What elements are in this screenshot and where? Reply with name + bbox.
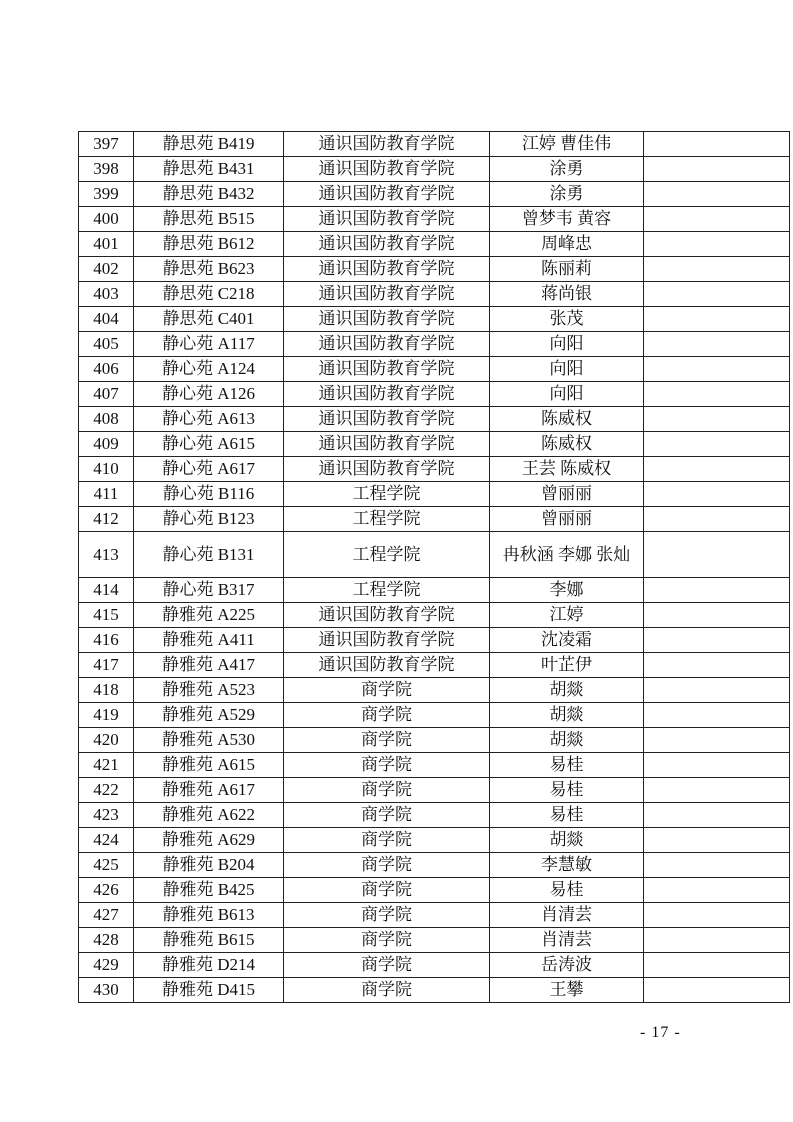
row-number: 416	[79, 628, 134, 653]
row-number: 402	[79, 257, 134, 282]
note-cell	[644, 207, 790, 232]
note-cell	[644, 953, 790, 978]
row-number: 401	[79, 232, 134, 257]
note-cell	[644, 628, 790, 653]
teacher-cell: 李娜	[490, 578, 644, 603]
table-row	[79, 182, 790, 207]
row-number: 404	[79, 307, 134, 332]
teacher-cell: 涂勇	[490, 157, 644, 182]
room-cell: 静思苑 B612	[134, 232, 284, 257]
note-cell	[644, 703, 790, 728]
note-cell	[644, 132, 790, 157]
room-cell: 静雅苑 A529	[134, 703, 284, 728]
table-row	[79, 407, 790, 432]
college-cell: 通识国防教育学院	[284, 282, 490, 307]
table-row	[79, 507, 790, 532]
college-cell: 通识国防教育学院	[284, 207, 490, 232]
teacher-cell: 曾丽丽	[490, 482, 644, 507]
row-number: 418	[79, 678, 134, 703]
row-number: 412	[79, 507, 134, 532]
college-cell: 商学院	[284, 978, 490, 1003]
table-row	[79, 382, 790, 407]
college-cell: 通识国防教育学院	[284, 457, 490, 482]
teacher-cell: 曾梦韦 黄容	[490, 207, 644, 232]
college-cell: 通识国防教育学院	[284, 357, 490, 382]
table-row	[79, 953, 790, 978]
note-cell	[644, 457, 790, 482]
row-number: 415	[79, 603, 134, 628]
room-cell: 静心苑 A126	[134, 382, 284, 407]
note-cell	[644, 928, 790, 953]
row-number: 425	[79, 853, 134, 878]
room-cell: 静雅苑 B425	[134, 878, 284, 903]
note-cell	[644, 853, 790, 878]
room-cell: 静思苑 B432	[134, 182, 284, 207]
teacher-cell: 岳涛波	[490, 953, 644, 978]
college-cell: 商学院	[284, 728, 490, 753]
row-number: 427	[79, 903, 134, 928]
teacher-cell: 易桂	[490, 778, 644, 803]
college-cell: 通识国防教育学院	[284, 232, 490, 257]
room-cell: 静心苑 B131	[134, 532, 284, 578]
note-cell	[644, 307, 790, 332]
teacher-cell: 陈威权	[490, 432, 644, 457]
row-number: 417	[79, 653, 134, 678]
teacher-cell: 江婷	[490, 603, 644, 628]
note-cell	[644, 753, 790, 778]
table-row	[79, 482, 790, 507]
table-row	[79, 432, 790, 457]
table-row	[79, 578, 790, 603]
dormitory-table	[78, 131, 790, 1003]
college-cell: 商学院	[284, 678, 490, 703]
teacher-cell: 肖清芸	[490, 928, 644, 953]
note-cell	[644, 978, 790, 1003]
note-cell	[644, 828, 790, 853]
row-number: 406	[79, 357, 134, 382]
teacher-cell: 陈丽莉	[490, 257, 644, 282]
table-row	[79, 357, 790, 382]
row-number: 405	[79, 332, 134, 357]
table-row	[79, 282, 790, 307]
teacher-cell: 胡燚	[490, 828, 644, 853]
row-number: 420	[79, 728, 134, 753]
row-number: 422	[79, 778, 134, 803]
note-cell	[644, 382, 790, 407]
room-cell: 静思苑 C401	[134, 307, 284, 332]
teacher-cell: 冉秋涵 李娜 张灿	[490, 532, 644, 578]
row-number: 410	[79, 457, 134, 482]
row-number: 419	[79, 703, 134, 728]
room-cell: 静心苑 A615	[134, 432, 284, 457]
college-cell: 商学院	[284, 878, 490, 903]
college-cell: 商学院	[284, 753, 490, 778]
note-cell	[644, 653, 790, 678]
note-cell	[644, 182, 790, 207]
college-cell: 工程学院	[284, 578, 490, 603]
note-cell	[644, 578, 790, 603]
teacher-cell: 向阳	[490, 382, 644, 407]
note-cell	[644, 232, 790, 257]
table-row	[79, 532, 790, 578]
table-body	[79, 132, 790, 1003]
table-row	[79, 132, 790, 157]
table-row	[79, 207, 790, 232]
table-row	[79, 728, 790, 753]
row-number: 423	[79, 803, 134, 828]
college-cell: 通识国防教育学院	[284, 182, 490, 207]
room-cell: 静雅苑 A417	[134, 653, 284, 678]
teacher-cell: 陈威权	[490, 407, 644, 432]
row-number: 426	[79, 878, 134, 903]
teacher-cell: 易桂	[490, 878, 644, 903]
row-number: 403	[79, 282, 134, 307]
college-cell: 工程学院	[284, 507, 490, 532]
note-cell	[644, 878, 790, 903]
table-row	[79, 778, 790, 803]
row-number: 407	[79, 382, 134, 407]
teacher-cell: 王芸 陈威权	[490, 457, 644, 482]
college-cell: 工程学院	[284, 532, 490, 578]
room-cell: 静雅苑 A411	[134, 628, 284, 653]
table-row	[79, 307, 790, 332]
college-cell: 商学院	[284, 803, 490, 828]
college-cell: 通识国防教育学院	[284, 432, 490, 457]
note-cell	[644, 407, 790, 432]
teacher-cell: 胡燚	[490, 728, 644, 753]
teacher-cell: 江婷 曹佳伟	[490, 132, 644, 157]
room-cell: 静思苑 B515	[134, 207, 284, 232]
room-cell: 静心苑 A117	[134, 332, 284, 357]
room-cell: 静雅苑 A617	[134, 778, 284, 803]
row-number: 397	[79, 132, 134, 157]
teacher-cell: 易桂	[490, 753, 644, 778]
room-cell: 静心苑 A617	[134, 457, 284, 482]
note-cell	[644, 482, 790, 507]
teacher-cell: 向阳	[490, 357, 644, 382]
college-cell: 工程学院	[284, 482, 490, 507]
room-cell: 静思苑 C218	[134, 282, 284, 307]
row-number: 408	[79, 407, 134, 432]
room-cell: 静心苑 B123	[134, 507, 284, 532]
teacher-cell: 李慧敏	[490, 853, 644, 878]
room-cell: 静雅苑 A523	[134, 678, 284, 703]
row-number: 398	[79, 157, 134, 182]
table-row	[79, 457, 790, 482]
teacher-cell: 周峰忠	[490, 232, 644, 257]
table-row	[79, 257, 790, 282]
row-number: 414	[79, 578, 134, 603]
room-cell: 静雅苑 D214	[134, 953, 284, 978]
teacher-cell: 向阳	[490, 332, 644, 357]
note-cell	[644, 282, 790, 307]
college-cell: 通识国防教育学院	[284, 132, 490, 157]
table-row	[79, 928, 790, 953]
college-cell: 通识国防教育学院	[284, 407, 490, 432]
row-number: 399	[79, 182, 134, 207]
college-cell: 通识国防教育学院	[284, 653, 490, 678]
table-row	[79, 828, 790, 853]
table-row	[79, 878, 790, 903]
teacher-cell: 胡燚	[490, 678, 644, 703]
college-cell: 商学院	[284, 953, 490, 978]
table-row	[79, 157, 790, 182]
note-cell	[644, 432, 790, 457]
teacher-cell: 张茂	[490, 307, 644, 332]
teacher-cell: 胡燚	[490, 703, 644, 728]
teacher-cell: 叶芷伊	[490, 653, 644, 678]
row-number: 421	[79, 753, 134, 778]
note-cell	[644, 903, 790, 928]
room-cell: 静雅苑 A225	[134, 603, 284, 628]
table-row	[79, 803, 790, 828]
note-cell	[644, 678, 790, 703]
table-row	[79, 603, 790, 628]
note-cell	[644, 803, 790, 828]
table-row	[79, 232, 790, 257]
row-number: 430	[79, 978, 134, 1003]
room-cell: 静雅苑 A622	[134, 803, 284, 828]
college-cell: 通识国防教育学院	[284, 332, 490, 357]
teacher-cell: 蒋尚银	[490, 282, 644, 307]
teacher-cell: 曾丽丽	[490, 507, 644, 532]
room-cell: 静心苑 A613	[134, 407, 284, 432]
row-number: 413	[79, 532, 134, 578]
room-cell: 静思苑 B419	[134, 132, 284, 157]
college-cell: 商学院	[284, 778, 490, 803]
teacher-cell: 沈凌霜	[490, 628, 644, 653]
teacher-cell: 王攀	[490, 978, 644, 1003]
table-row	[79, 653, 790, 678]
room-cell: 静思苑 B431	[134, 157, 284, 182]
room-cell: 静雅苑 B204	[134, 853, 284, 878]
college-cell: 通识国防教育学院	[284, 603, 490, 628]
college-cell: 商学院	[284, 828, 490, 853]
table-row	[79, 628, 790, 653]
note-cell	[644, 257, 790, 282]
row-number: 429	[79, 953, 134, 978]
note-cell	[644, 603, 790, 628]
college-cell: 商学院	[284, 928, 490, 953]
room-cell: 静心苑 A124	[134, 357, 284, 382]
note-cell	[644, 507, 790, 532]
college-cell: 商学院	[284, 903, 490, 928]
room-cell: 静心苑 B317	[134, 578, 284, 603]
row-number: 428	[79, 928, 134, 953]
college-cell: 通识国防教育学院	[284, 628, 490, 653]
row-number: 400	[79, 207, 134, 232]
note-cell	[644, 728, 790, 753]
room-cell: 静雅苑 A530	[134, 728, 284, 753]
page-number: - 17 -	[640, 1024, 681, 1041]
table-row	[79, 332, 790, 357]
room-cell: 静雅苑 D415	[134, 978, 284, 1003]
table-row	[79, 978, 790, 1003]
teacher-cell: 肖清芸	[490, 903, 644, 928]
college-cell: 通识国防教育学院	[284, 257, 490, 282]
table-row	[79, 853, 790, 878]
room-cell: 静思苑 B623	[134, 257, 284, 282]
room-cell: 静雅苑 A629	[134, 828, 284, 853]
room-cell: 静雅苑 B615	[134, 928, 284, 953]
row-number: 411	[79, 482, 134, 507]
table-row	[79, 753, 790, 778]
teacher-cell: 涂勇	[490, 182, 644, 207]
note-cell	[644, 357, 790, 382]
college-cell: 通识国防教育学院	[284, 382, 490, 407]
note-cell	[644, 157, 790, 182]
row-number: 424	[79, 828, 134, 853]
room-cell: 静心苑 B116	[134, 482, 284, 507]
table-row	[79, 903, 790, 928]
row-number: 409	[79, 432, 134, 457]
room-cell: 静雅苑 A615	[134, 753, 284, 778]
college-cell: 商学院	[284, 703, 490, 728]
room-cell: 静雅苑 B613	[134, 903, 284, 928]
college-cell: 商学院	[284, 853, 490, 878]
table-row	[79, 678, 790, 703]
table-row	[79, 703, 790, 728]
note-cell	[644, 778, 790, 803]
college-cell: 通识国防教育学院	[284, 307, 490, 332]
college-cell: 通识国防教育学院	[284, 157, 490, 182]
teacher-cell: 易桂	[490, 803, 644, 828]
note-cell	[644, 332, 790, 357]
note-cell	[644, 532, 790, 578]
